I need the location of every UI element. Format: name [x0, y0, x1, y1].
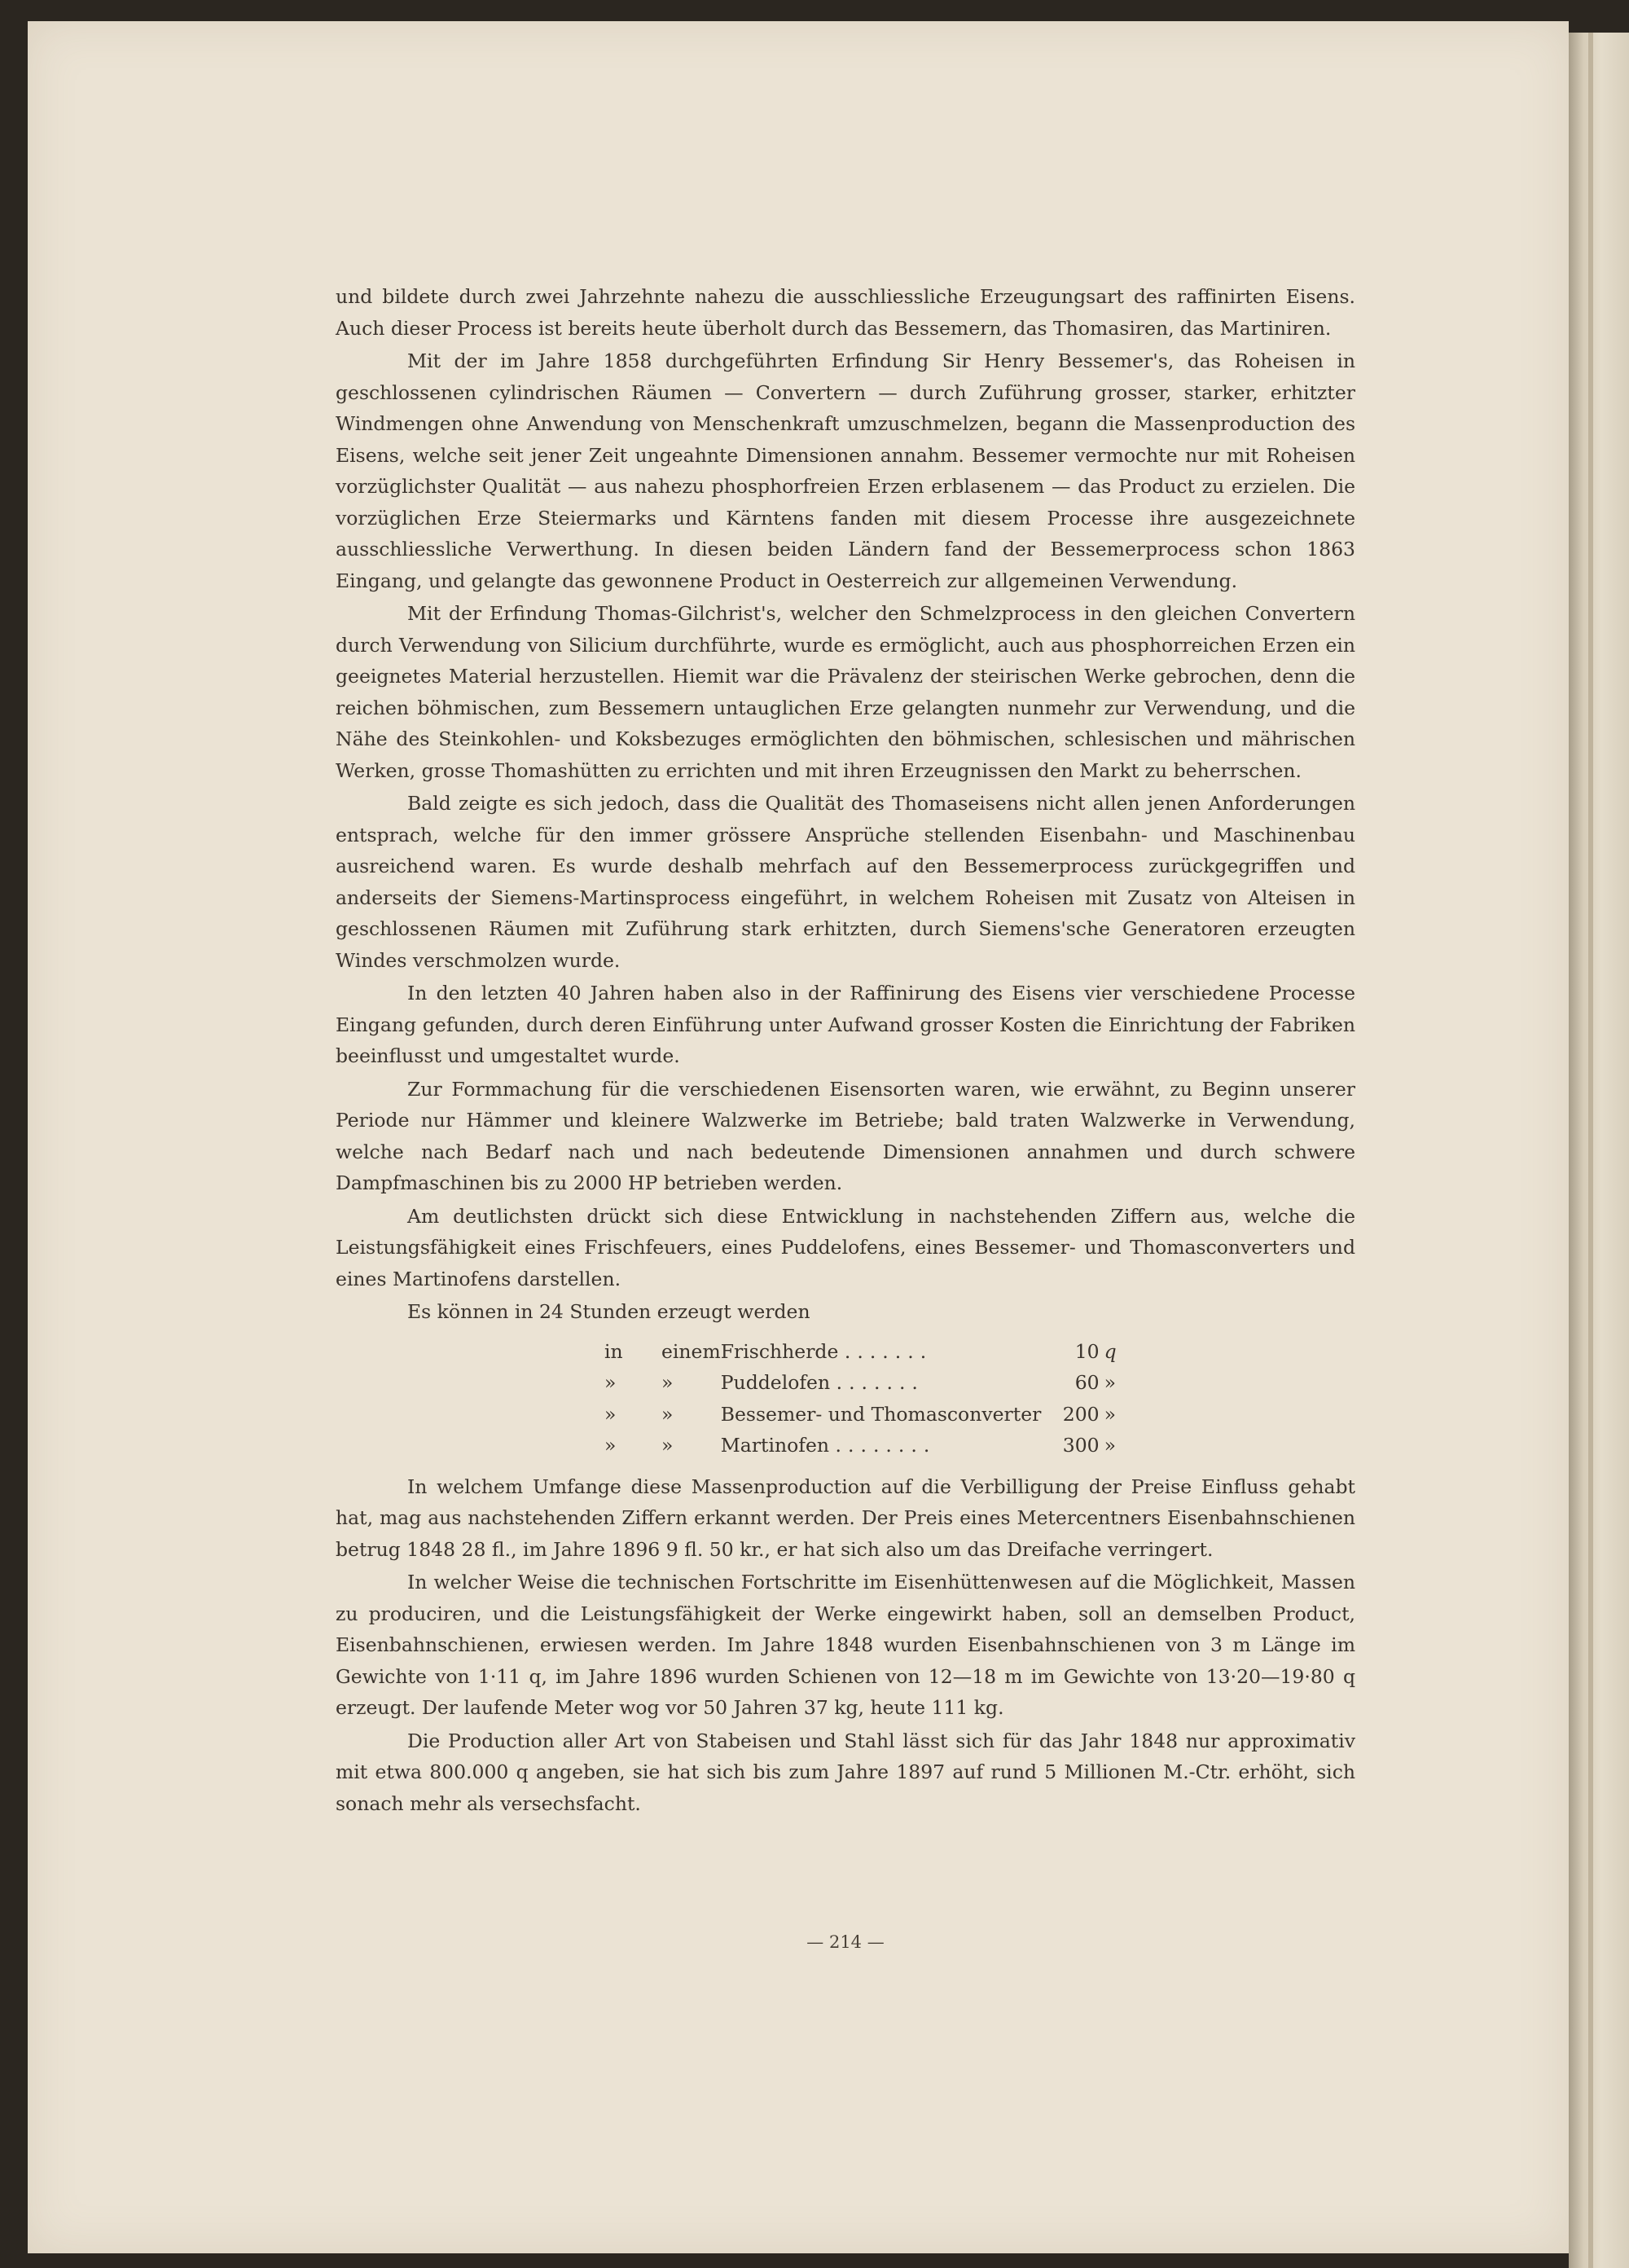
row-prefix: »	[661, 1434, 674, 1457]
row-prefix: »	[661, 1402, 674, 1426]
page-gutter	[1588, 33, 1593, 2268]
row-unit-label: q	[1104, 1339, 1117, 1363]
paragraph-9: In welchem Umfange diese Massenproduction auf die Verbilligung der Preise Einfluss gehabt hat, mag aus nachstehenden Ziffern erkannt werden. Der Preis eines Metercentners Eisenbahnschienen betrug 1848 28 fl., im Jahre 1896 9 fl. 50 kr., er hat sich also um das Dreifache verringert.	[336, 1475, 1355, 1561]
row-item-label: Frischherde	[720, 1339, 839, 1363]
table-row	[604, 1399, 1117, 1431]
row-prefix: »	[604, 1371, 617, 1394]
adjacent-page-edge	[1569, 33, 1629, 2268]
production-table	[604, 1336, 1117, 1461]
row-dots: .......	[844, 1339, 933, 1363]
row-value: 300	[1062, 1434, 1100, 1457]
row-prefix: »	[604, 1434, 617, 1457]
row-value: 60	[1074, 1371, 1100, 1394]
paragraph-5: In den letzten 40 Jahren haben also in der Raffinirung des Eisens vier verschiedene Processe Eingang gefunden, durch deren Einführung unter Aufwand grosser Kosten die Einrichtung der Fabriken beeinflusst und umgestaltet wurde.	[336, 982, 1355, 1067]
row-item-label: Martinofen	[720, 1434, 830, 1457]
row-item-label: Bessemer- und Thomasconverter	[720, 1402, 1042, 1426]
row-item-label: Puddelofen	[720, 1371, 831, 1394]
row-value: 200	[1062, 1402, 1100, 1426]
page-number: — 214 —	[806, 1932, 885, 1952]
row-item	[721, 1430, 1063, 1461]
row-item	[721, 1367, 1063, 1399]
paragraph-10: In welcher Weise die technischen Fortschritte im Eisenhüttenwesen auf die Möglichkeit, Massen zu produciren, und die Leistungsfähigkeit der Werke eingewirkt haben, soll an demselben Product, Eisenbahnschienen, erwiesen werden. Im Jahre 1848 wurden Eisenbahnschienen von 3 m Länge im Gewichte von 1·11 q, im Jahre 1896 wurden Schienen von 12—18 m im Gewichte von 13·20—19·80 q erzeugt. Der laufende Meter wog vor 50 Jahren 37 kg, heute 111 kg.	[336, 1571, 1355, 1719]
row-dots: ........	[835, 1434, 937, 1457]
table-row	[604, 1336, 1117, 1368]
row-item	[721, 1336, 1063, 1368]
paragraph-1: und bildete durch zwei Jahrzehnte nahezu die ausschliessliche Erzeugungsart des raffinirten Eisens. Auch dieser Process ist bereits heute überholt durch das Bessemern, das Thomasiren, das Martiniren.	[336, 285, 1355, 340]
row-prefix: in	[604, 1339, 623, 1363]
row-unit: »	[1104, 1402, 1116, 1426]
paragraph-8: Es können in 24 Stunden erzeugt werden	[407, 1300, 810, 1323]
row-unit: »	[1104, 1371, 1116, 1394]
row-prefix: »	[604, 1402, 617, 1426]
row-item	[721, 1399, 1063, 1431]
body-text	[336, 281, 1355, 1821]
paragraph-3: Mit der Erfindung Thomas-Gilchrist's, welcher den Schmelzprocess in den gleichen Convertern durch Verwendung von Silicium durchführte, wurde es ermöglicht, auch aus phosphorreichen Erzen ein geeignetes Material herzustellen. Hiemit war die Prävalenz der steirischen Werke gebrochen, denn die reichen böhmischen, zum Bessemern untauglichen Erze gelangten nunmehr zur Verwendung, und die Nähe des Steinkohlen- und Koksbezuges ermöglichten den böhmischen, schlesischen und mährischen Werken, grosse Thomashütten zu errichten und mit ihren Erzeugnissen den Markt zu beherrschen.	[336, 602, 1355, 782]
row-unit	[1100, 1336, 1117, 1368]
row-prefix: einem	[661, 1339, 721, 1363]
paragraph-4: Bald zeigte es sich jedoch, dass die Qualität des Thomaseisens nicht allen jenen Anforderungen entsprach, welche für den immer grössere Ansprüche stellenden Eisenbahn- und Maschinenbau ausreichend waren. Es wurde deshalb mehrfach auf den Bessemerprocess zurückgegriffen und anderseits der Siemens-Martinsprocess eingeführt, in welchem Roheisen mit Zusatz von Alteisen in geschlossenen Räumen mit Zuführung stark erhitzten, durch Siemens'sche Generatoren erzeugten Windes verschmolzen wurde.	[336, 792, 1355, 972]
row-unit: »	[1104, 1434, 1116, 1457]
row-value: 10	[1074, 1339, 1100, 1363]
table-row	[604, 1367, 1117, 1399]
paragraph-7: Am deutlichsten drückt sich diese Entwicklung in nachstehenden Ziffern aus, welche die Leistungsfähigkeit eines Frischfeuers, eines Puddelofens, eines Bessemer- und Thomasconverters und eines Martinofens darstellen.	[336, 1204, 1355, 1290]
table-row	[604, 1430, 1117, 1461]
paragraph-2: Mit der im Jahre 1858 durchgeführten Erfindung Sir Henry Bessemer's, das Roheisen in geschlossenen cylindrischen Räumen — Convertern — durch Zuführung grosser, starker, erhitzter Windmengen ohne Anwendung von Menschenkraft umzuschmelzen, begann die Massenproduction des Eisens, welche seit jener Zeit ungeahnte Dimensionen annahm. Bessemer vermochte nur mit Roheisen vorzüglichster Qualität — aus nahezu phosphorfreien Erzen erblasenem — das Product zu erzielen. Die vorzüglichen Erze Steiermarks und Kärntens fanden mit diesem Processe ihre ausgezeichnete ausschliessliche Verwerthung. In diesen beiden Ländern fand der Bessemerprocess schon 1863 Eingang, und gelangte das gewonnene Product in Oesterreich zur allgemeinen Verwendung.	[336, 349, 1355, 592]
row-dots: .......	[836, 1371, 924, 1394]
paragraph-6: Zur Formmachung für die verschiedenen Eisensorten waren, wie erwähnt, zu Beginn unserer Periode nur Hämmer und kleinere Walzwerke im Betriebe; bald traten Walzwerke in Verwendung, welche nach Bedarf nach und nach bedeutende Dimensionen annahmen und durch schwere Dampfmaschinen bis zu 2000 HP betrieben werden.	[336, 1077, 1355, 1194]
row-prefix: »	[661, 1371, 674, 1394]
paragraph-11: Die Production aller Art von Stabeisen und Stahl lässt sich für das Jahr 1848 nur approximativ mit etwa 800.000 q angeben, sie hat sich bis zum Jahre 1897 auf rund 5 Millionen M.-Ctr. erhöht, sich sonach mehr als versechsfacht.	[336, 1729, 1355, 1815]
